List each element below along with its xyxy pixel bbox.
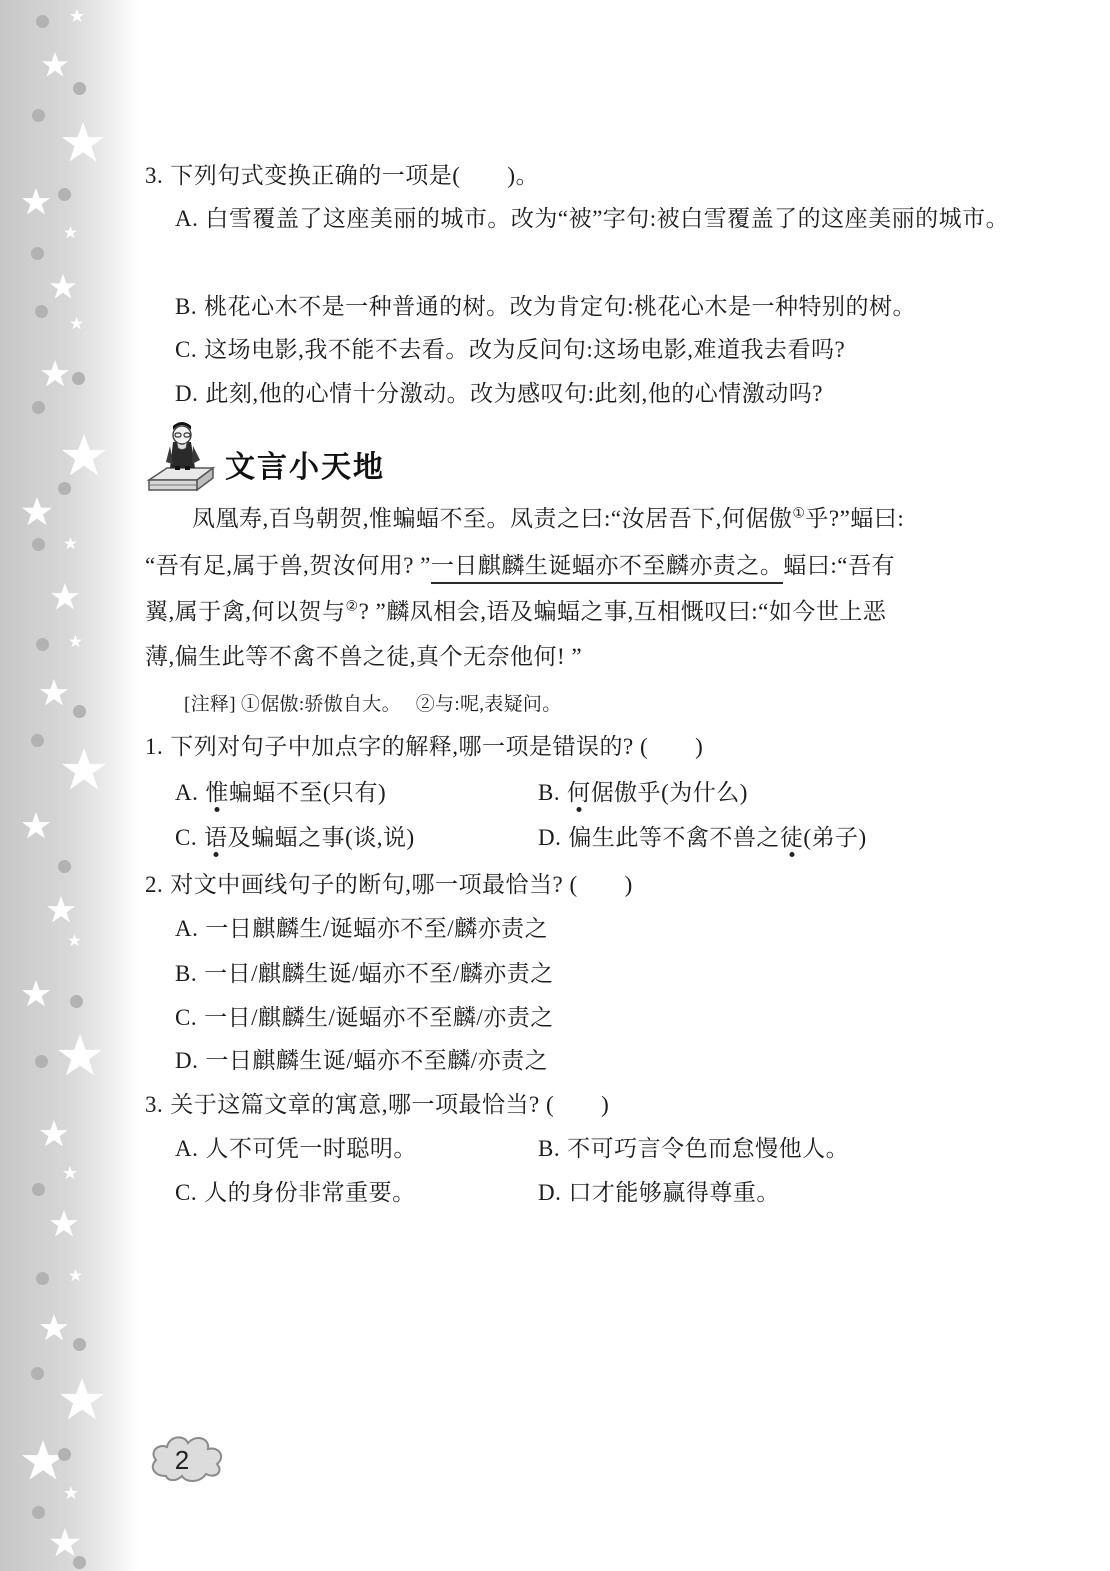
option-c: C. 一日/麒麟生/诞蝠亦不至麟/亦责之 <box>175 1005 554 1030</box>
dot-decoration <box>35 305 48 318</box>
star-decoration <box>40 1120 68 1148</box>
dot-decoration <box>32 401 45 414</box>
underlined-sentence: 一日麒麟生诞蝠亦不至麟亦责之。 <box>431 553 784 584</box>
dot-decoration <box>36 15 49 28</box>
star-decoration <box>22 188 50 216</box>
option-c: C. 人的身份非常重要。 <box>175 1180 416 1205</box>
dot-decoration <box>32 1506 45 1519</box>
star-decoration <box>40 679 68 707</box>
passage-line-2: “吾有足,属于兽,贺汝何用? ”一日麒麟生诞蝠亦不至麟亦责之。蝠曰:“吾有 <box>145 550 895 582</box>
page-number: 2 <box>174 1445 190 1475</box>
dot-decoration <box>32 538 45 551</box>
cloud-icon <box>142 1428 238 1492</box>
star-decoration <box>70 9 84 23</box>
star-decoration <box>68 934 81 947</box>
q2-stem: 2. 对文中画线句子的断句,哪一项最恰当? ( ) <box>145 872 633 897</box>
q1-options-row-1 <box>175 777 1035 809</box>
q1-stem: 1. 下列对句子中加点字的解释,哪一项是错误的? ( ) <box>145 734 704 759</box>
passage-notes: [注释] ①倨傲:骄傲自大。 ②与:呢,表疑问。 <box>184 694 562 715</box>
star-decoration <box>22 812 50 840</box>
star-decoration <box>62 748 106 792</box>
q3-options-row-1 <box>175 1133 1035 1165</box>
dot-decoration <box>31 1367 44 1380</box>
star-decoration <box>69 635 82 648</box>
left-decor-band <box>0 0 138 1571</box>
option-b: B. 一日/麒麟生诞/蝠亦不至/麟亦责之 <box>175 961 554 986</box>
question-syntax-stem: 3. 下列句式变换正确的一项是( )。 <box>145 163 540 188</box>
dot-decoration <box>32 1183 45 1196</box>
option-d: D. 此刻,他的心情十分激动。改为感叹句:此刻,他的心情激动吗? <box>175 381 823 406</box>
dot-decoration <box>35 1055 48 1068</box>
star-decoration <box>64 226 77 239</box>
question-number: 2. <box>145 872 164 897</box>
dot-decoration <box>58 1448 71 1461</box>
star-decoration <box>47 896 75 924</box>
star-decoration <box>64 1486 78 1500</box>
star-decoration <box>58 1034 102 1078</box>
dot-decoration <box>58 482 71 495</box>
section-header <box>143 418 221 498</box>
option-a: A. 一日麒麟生/诞蝠亦不至/麟亦责之 <box>175 916 549 941</box>
annotation-mark-2: ② <box>345 599 359 615</box>
notes-label: [注释] <box>184 694 236 715</box>
option-a: A. 惟蝙蝠不至(只有) <box>175 780 387 805</box>
q1-options-row-2 <box>175 822 1035 854</box>
q3-options-row-2 <box>175 1177 1035 1209</box>
option-b: B. 桃花心木不是一种普通的树。改为肯定句:桃花心木是一种特别的树。 <box>175 294 916 319</box>
star-decoration <box>41 360 69 388</box>
option-d: D. 偏生此等不禽不兽之徒(弟子) <box>538 825 867 850</box>
dot-decoration <box>58 860 71 873</box>
star-decoration <box>22 497 52 527</box>
dot-decoration <box>31 247 44 260</box>
option-d: D. 一日麒麟生诞/蝠亦不至麟/亦责之 <box>175 1048 549 1073</box>
star-decoration <box>70 317 83 330</box>
star-decoration <box>63 1166 77 1180</box>
option-d: D. 口才能够赢得尊重。 <box>538 1180 780 1205</box>
star-decoration <box>50 274 76 300</box>
page-number-cloud <box>142 1428 238 1497</box>
scholar-on-books-icon <box>143 418 221 500</box>
passage-line-4: 薄,偏生此等不禽不兽之徒,真个无奈他何! ” <box>145 644 583 669</box>
question-number: 3. <box>145 163 164 188</box>
star-decoration <box>51 583 79 611</box>
dot-decoration <box>73 82 86 95</box>
q3-stem: 3. 关于这篇文章的寓意,哪一项最恰当? ( ) <box>145 1092 610 1117</box>
dot-decoration <box>73 705 86 718</box>
star-decoration <box>42 52 68 78</box>
star-decoration <box>64 537 77 550</box>
dot-decoration <box>70 995 83 1008</box>
star-decoration <box>62 434 106 478</box>
section-title: 文言小天地 <box>225 451 385 484</box>
star-decoration <box>60 1378 104 1422</box>
dot-decoration <box>73 1338 86 1351</box>
option-label: B. <box>175 294 198 319</box>
passage-line-1: 凤凰寿,百鸟朝贺,惟蝙蝠不至。凤责之曰:“汝居吾下,何倨傲①乎?”蝠曰: <box>192 506 905 531</box>
dot-decoration <box>32 109 45 122</box>
option-label: A. <box>175 206 199 231</box>
star-decoration <box>40 1314 68 1342</box>
option-c: C. 语及蝙蝠之事(谈,说) <box>175 825 415 850</box>
star-decoration <box>50 1528 80 1558</box>
option-b: B. 何倨傲乎(为什么) <box>538 780 748 805</box>
passage-line-3: 翼,属于禽,何以贺与②? ”麟凤相会,语及蝙蝠之事,互相慨叹曰:“如今世上恶 <box>145 599 887 624</box>
star-decoration <box>50 1210 78 1238</box>
dot-decoration <box>58 188 71 201</box>
star-decoration <box>62 122 104 164</box>
dot-decoration <box>36 638 49 651</box>
dot-decoration <box>31 734 44 747</box>
dot-decoration <box>73 1556 86 1569</box>
question-number: 3. <box>145 1092 164 1117</box>
option-a: A. 人不可凭一时聪明。 <box>175 1136 417 1161</box>
star-decoration <box>22 980 50 1008</box>
annotation-mark-1: ① <box>792 506 806 522</box>
option-c: C. 这场电影,我不能不去看。改为反问句:这场电影,难道我去看吗? <box>175 337 846 362</box>
dot-decoration <box>72 372 85 385</box>
dot-decoration <box>36 1272 49 1285</box>
star-decoration <box>69 1269 82 1282</box>
option-label: D. <box>175 381 199 406</box>
option-label: C. <box>175 337 198 362</box>
star-decoration <box>22 1440 64 1482</box>
option-b: B. 不可巧言令色而怠慢他人。 <box>538 1136 850 1161</box>
question-number: 1. <box>145 734 164 759</box>
option-a: A. 白雪覆盖了这座美丽的城市。改为“被”字句:被白雪覆盖了的这座美丽的城市。 <box>175 206 1010 231</box>
